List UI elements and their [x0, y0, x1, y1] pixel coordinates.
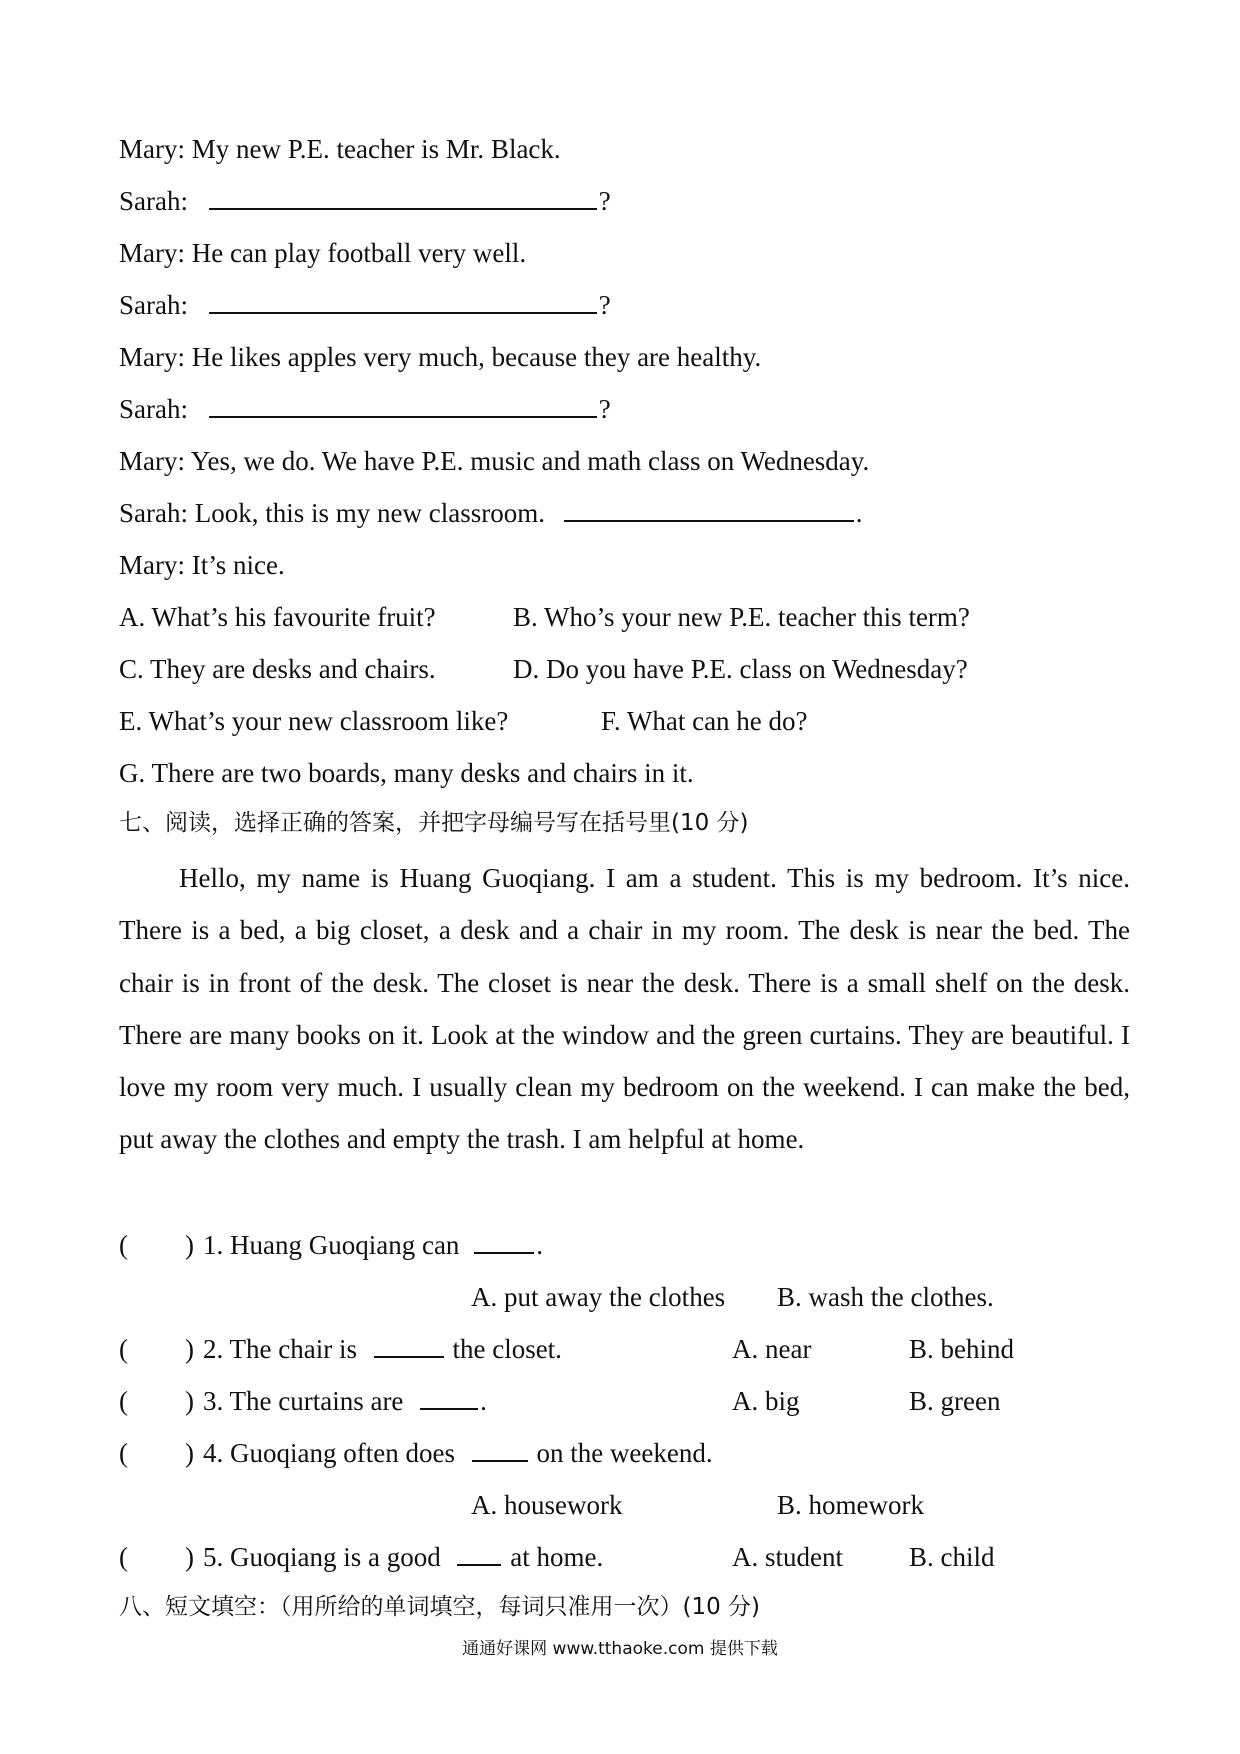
- option-f: F. What can he do?: [601, 706, 808, 736]
- dialogue-line-4: [119, 288, 611, 322]
- dialogue-line-5: Mary: He likes apples very much, because they are healthy.: [119, 342, 762, 372]
- dialogue-line-8: [119, 496, 862, 530]
- dialogue-text: Sarah: Look, this is my new classroom.: [119, 498, 545, 528]
- question-stem: 4. Guoqiang often does on the weekend.: [203, 1438, 713, 1468]
- option-a: A. near: [732, 1334, 812, 1364]
- question-mark: ?: [598, 186, 611, 216]
- answer-paren-close: ): [185, 1230, 194, 1260]
- section-8-heading: 八、短文填空：（用所给的单词填空，每词只准用一次）(10 分): [119, 1594, 761, 1620]
- question-stem: 3. The curtains are .: [203, 1386, 487, 1416]
- option-e: E. What’s your new classroom like?: [119, 706, 509, 736]
- page-footer: 通通好课网 www.tthaoke.com 提供下载: [462, 1639, 778, 1659]
- answer-blank[interactable]: [474, 1251, 534, 1254]
- option-a: A. big: [732, 1386, 800, 1416]
- period: .: [855, 498, 863, 528]
- answer-paren-open: (: [119, 1438, 128, 1468]
- question-stem: 1. Huang Guoqiang can .: [203, 1230, 543, 1260]
- option-b: B. child: [909, 1542, 995, 1572]
- answer-paren-close: ): [185, 1334, 194, 1364]
- option-a: A. What’s his favourite fruit?: [119, 602, 436, 632]
- dialogue-line-9: Mary: It’s nice.: [119, 550, 285, 580]
- speaker-label: Sarah:: [119, 186, 188, 216]
- option-b: B. behind: [909, 1334, 1014, 1364]
- dialogue-line-2: [119, 184, 611, 218]
- option-a: A. student: [732, 1542, 843, 1572]
- speaker-label: Sarah:: [119, 290, 188, 320]
- answer-paren-close: ): [185, 1438, 194, 1468]
- dialogue-line-1: Mary: My new P.E. teacher is Mr. Black.: [119, 134, 561, 164]
- dialogue-line-3: Mary: He can play football very well.: [119, 238, 527, 268]
- reading-passage: Hello, my name is Huang Guoqiang. I am a student. This is my bedroom. It’s nice. There is a bed, a big closet, a desk and a chair in my room. The desk is near the bed. The chair is in front of the desk. The closet is near the desk. There is a small shelf on the desk. There are many books on it. Look at the window and the green curtains. They are beautiful. I love my room very much. I usually clean my bedroom on the weekend. I can make the bed, put away the clothes and empty the trash. I am helpful at home.: [119, 863, 1130, 1155]
- answer-paren-close: ): [185, 1386, 194, 1416]
- answer-paren-open: (: [119, 1542, 128, 1572]
- dialogue-line-7: Mary: Yes, we do. We have P.E. music and math class on Wednesday.: [119, 446, 870, 476]
- question-mark: ?: [598, 394, 611, 424]
- dialogue-line-6: [119, 392, 611, 426]
- option-d: D. Do you have P.E. class on Wednesday?: [513, 654, 968, 684]
- answer-blank[interactable]: [209, 207, 597, 210]
- section-7-heading: 七、阅读，选择正确的答案，并把字母编号写在括号里(10 分): [119, 810, 749, 836]
- option-b: B. green: [909, 1386, 1001, 1416]
- answer-blank[interactable]: [374, 1355, 444, 1358]
- option-c: C. They are desks and chairs.: [119, 654, 436, 684]
- answer-paren-open: (: [119, 1334, 128, 1364]
- question-mark: ?: [598, 290, 611, 320]
- answer-blank[interactable]: [420, 1407, 478, 1410]
- question-stem: 5. Guoqiang is a good at home.: [203, 1542, 604, 1572]
- answer-blank[interactable]: [472, 1459, 528, 1462]
- answer-blank[interactable]: [209, 415, 597, 418]
- question-stem: 2. The chair is the closet.: [203, 1334, 562, 1364]
- option-b: B. Who’s your new P.E. teacher this term?: [513, 602, 970, 632]
- answer-blank[interactable]: [564, 519, 854, 522]
- speaker-label: Sarah:: [119, 394, 188, 424]
- option-g: G. There are two boards, many desks and chairs in it.: [119, 758, 694, 788]
- answer-blank[interactable]: [209, 311, 597, 314]
- answer-paren-open: (: [119, 1230, 128, 1260]
- answer-paren-open: (: [119, 1386, 128, 1416]
- option-b: B. homework: [777, 1490, 924, 1520]
- answer-paren-close: ): [185, 1542, 194, 1572]
- option-a: A. put away the clothes: [471, 1282, 726, 1312]
- answer-blank[interactable]: [457, 1563, 501, 1566]
- option-b: B. wash the clothes.: [777, 1282, 994, 1312]
- option-a: A. housework: [471, 1490, 623, 1520]
